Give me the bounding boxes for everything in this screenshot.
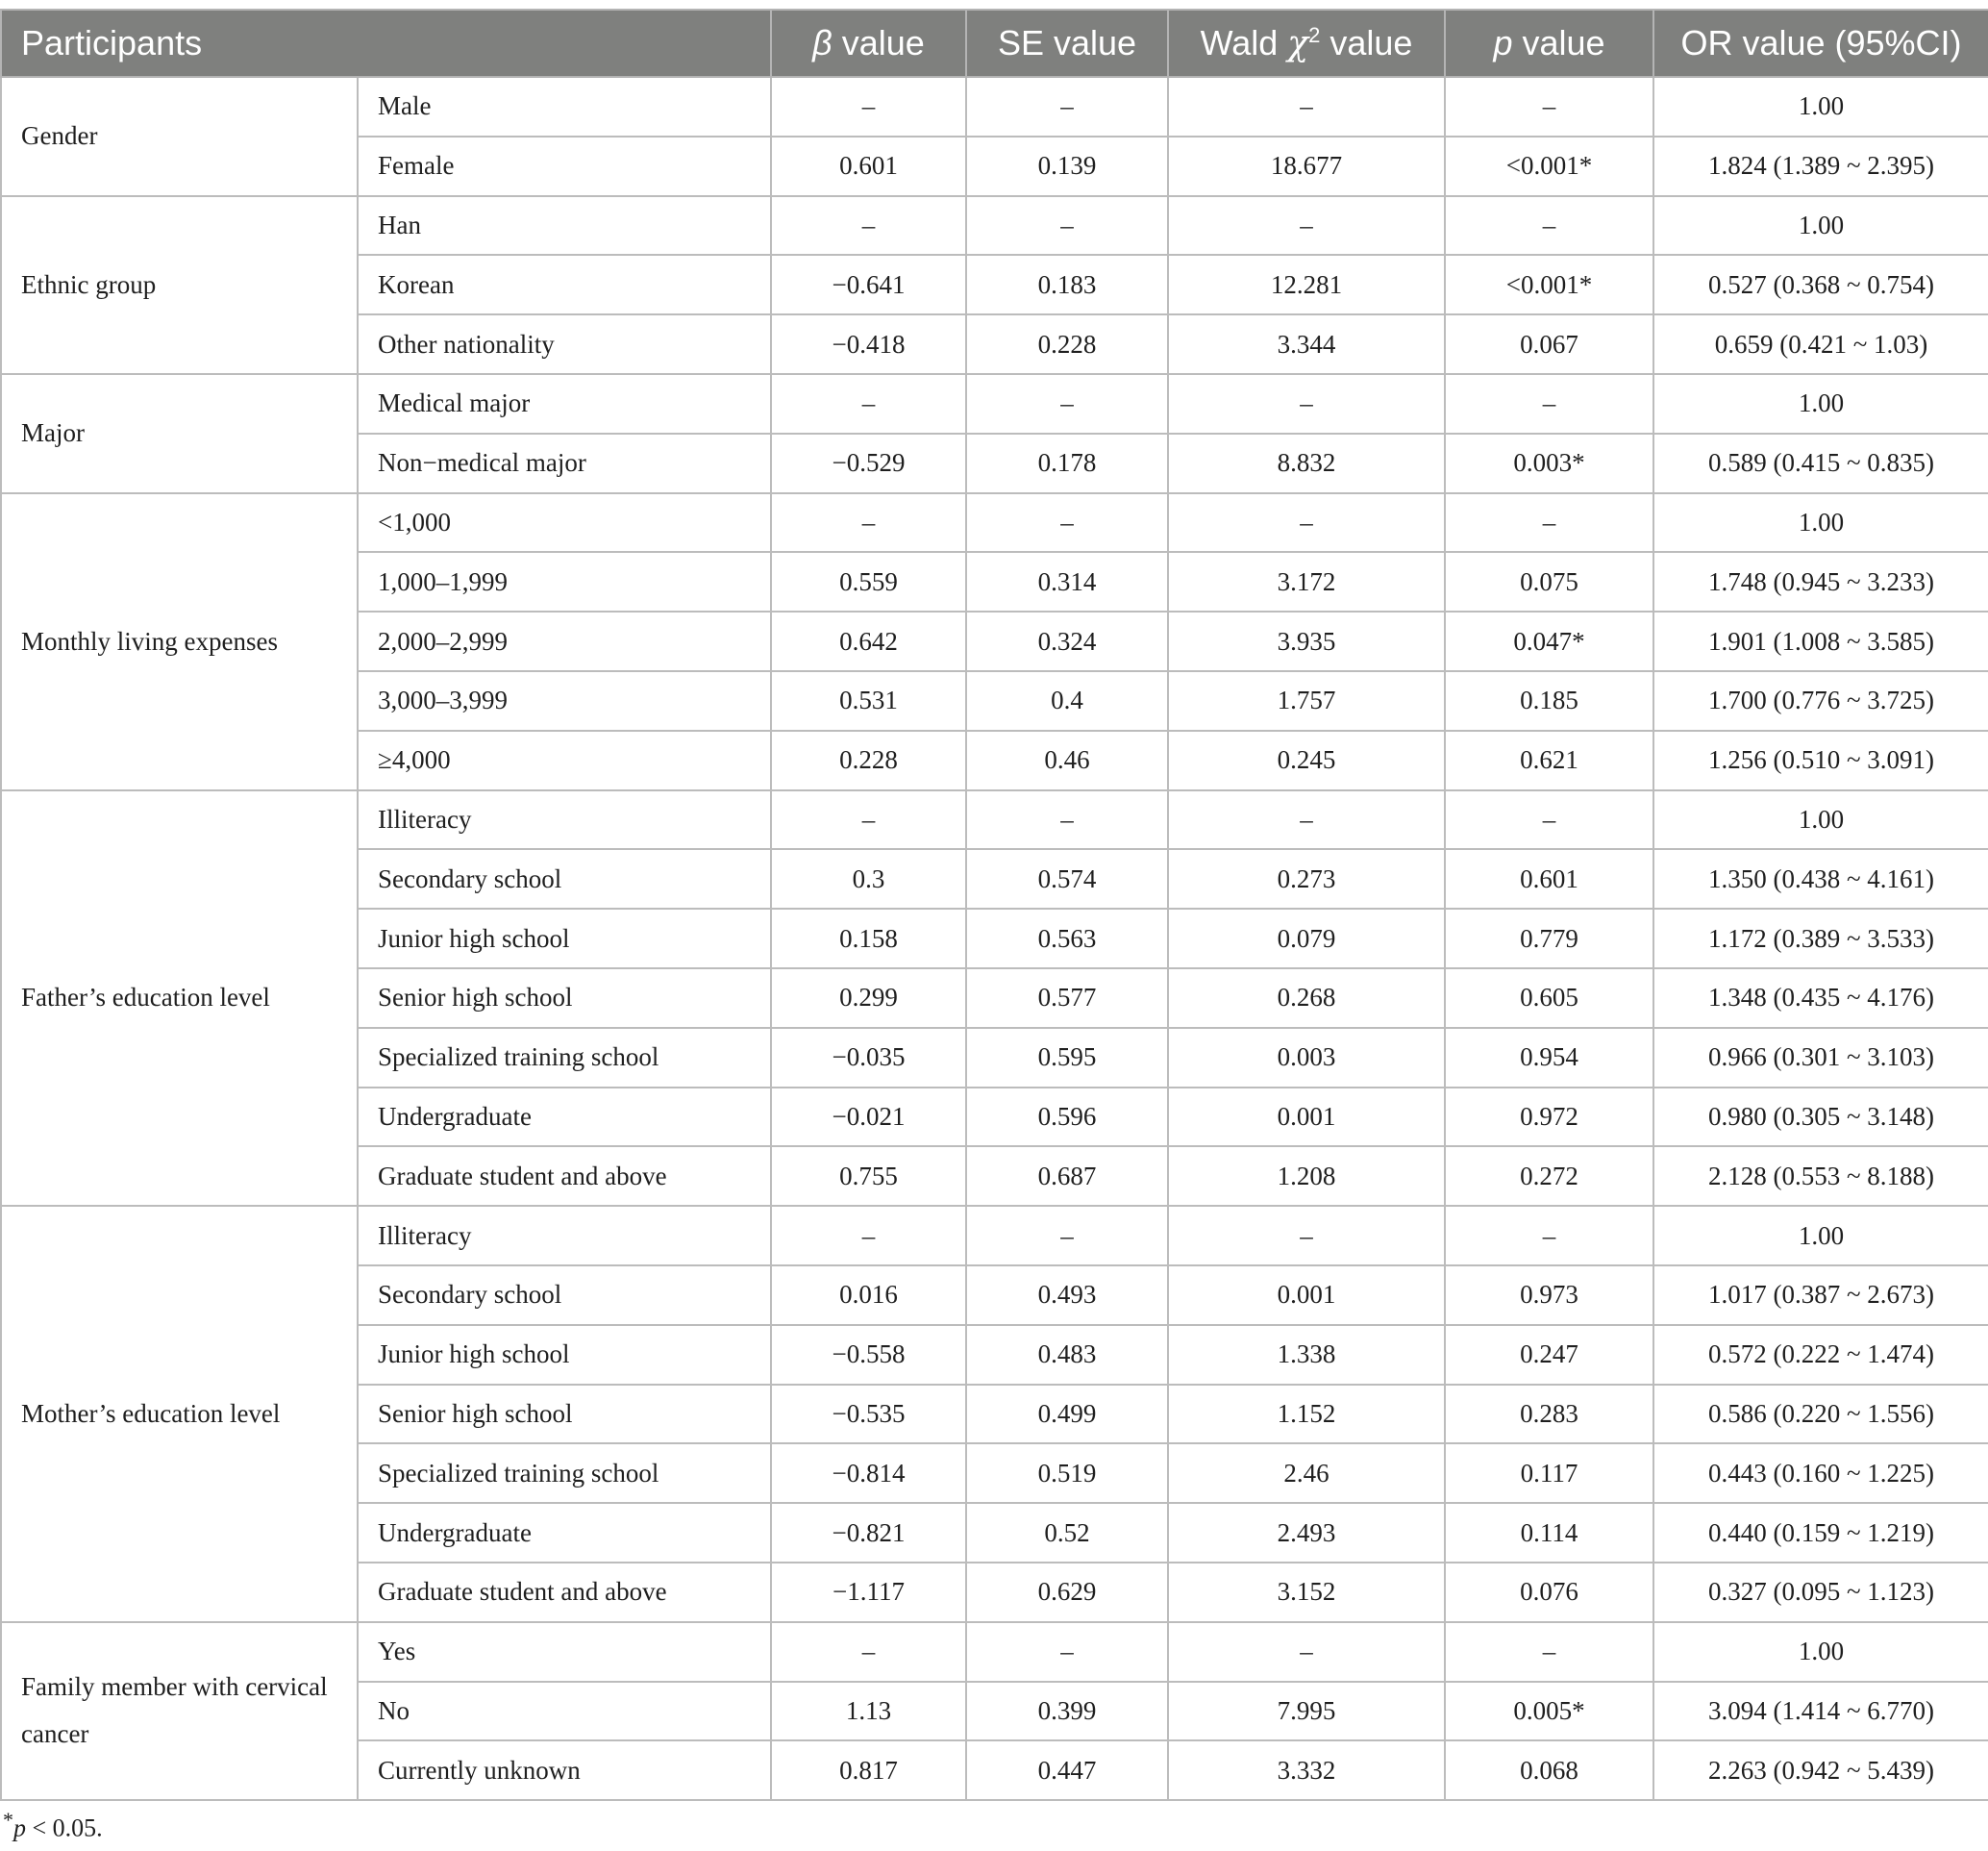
cell-se: 0.324 xyxy=(966,612,1168,671)
header-beta xyxy=(771,10,966,77)
cell-se: 0.483 xyxy=(966,1325,1168,1385)
cell-wald: – xyxy=(1168,493,1445,553)
cell-or: 0.659 (0.421 ~ 1.03) xyxy=(1653,314,1988,374)
cell-p: <0.001* xyxy=(1445,255,1653,314)
cell-p: – xyxy=(1445,1622,1653,1682)
cell-category: Illiteracy xyxy=(358,790,771,850)
cell-category: Non−medical major xyxy=(358,434,771,493)
cell-se: 0.314 xyxy=(966,552,1168,612)
cell-se: – xyxy=(966,196,1168,256)
cell-or: 0.527 (0.368 ~ 0.754) xyxy=(1653,255,1988,314)
cell-beta: −0.035 xyxy=(771,1028,966,1088)
regression-table xyxy=(0,9,1988,1801)
cell-or: 1.256 (0.510 ~ 3.091) xyxy=(1653,731,1988,790)
cell-p: – xyxy=(1445,790,1653,850)
cell-category: 2,000–2,999 xyxy=(358,612,771,671)
cell-category: Medical major xyxy=(358,374,771,434)
cell-p: 0.076 xyxy=(1445,1563,1653,1622)
cell-se: 0.499 xyxy=(966,1385,1168,1444)
cell-category: Illiteracy xyxy=(358,1206,771,1265)
cell-wald: 3.172 xyxy=(1168,552,1445,612)
cell-or: 1.748 (0.945 ~ 3.233) xyxy=(1653,552,1988,612)
cell-se: 0.493 xyxy=(966,1265,1168,1325)
cell-beta: – xyxy=(771,196,966,256)
cell-or: 1.00 xyxy=(1653,1206,1988,1265)
cell-se: – xyxy=(966,1206,1168,1265)
header-or xyxy=(1653,10,1988,77)
cell-se: 0.577 xyxy=(966,968,1168,1028)
cell-category: Graduate student and above xyxy=(358,1563,771,1622)
cell-beta: 0.601 xyxy=(771,137,966,196)
cell-se: 0.563 xyxy=(966,909,1168,968)
cell-p: 0.954 xyxy=(1445,1028,1653,1088)
cell-p: – xyxy=(1445,196,1653,256)
cell-wald: 0.001 xyxy=(1168,1265,1445,1325)
header-se xyxy=(966,10,1168,77)
cell-se: – xyxy=(966,1622,1168,1682)
cell-p: 0.067 xyxy=(1445,314,1653,374)
footnote-star: * xyxy=(3,1808,13,1832)
cell-se: – xyxy=(966,493,1168,553)
p-suffix: value xyxy=(1512,23,1605,63)
table-row xyxy=(1,77,1988,137)
cell-beta: −0.641 xyxy=(771,255,966,314)
cell-wald: 0.003 xyxy=(1168,1028,1445,1088)
se-label: SE value xyxy=(997,23,1137,63)
cell-category: Junior high school xyxy=(358,1325,771,1385)
cell-wald: 7.995 xyxy=(1168,1682,1445,1741)
cell-p: – xyxy=(1445,1206,1653,1265)
cell-wald: – xyxy=(1168,1206,1445,1265)
table-body xyxy=(1,77,1988,1800)
cell-wald: – xyxy=(1168,196,1445,256)
cell-wald: 8.832 xyxy=(1168,434,1445,493)
cell-beta: −0.814 xyxy=(771,1443,966,1503)
cell-p: <0.001* xyxy=(1445,137,1653,196)
cell-or: 0.440 (0.159 ~ 1.219) xyxy=(1653,1503,1988,1563)
wald-suffix: value xyxy=(1320,23,1413,63)
cell-category: Yes xyxy=(358,1622,771,1682)
group-label: Monthly living expenses xyxy=(1,493,358,790)
cell-or: 2.263 (0.942 ~ 5.439) xyxy=(1653,1740,1988,1800)
cell-or: 0.572 (0.222 ~ 1.474) xyxy=(1653,1325,1988,1385)
cell-p: 0.068 xyxy=(1445,1740,1653,1800)
cell-se: 0.52 xyxy=(966,1503,1168,1563)
cell-p: 0.779 xyxy=(1445,909,1653,968)
cell-se: 0.399 xyxy=(966,1682,1168,1741)
cell-wald: 1.152 xyxy=(1168,1385,1445,1444)
cell-wald: 1.208 xyxy=(1168,1146,1445,1206)
cell-or: 0.980 (0.305 ~ 3.148) xyxy=(1653,1088,1988,1147)
cell-category: Specialized training school xyxy=(358,1028,771,1088)
cell-se: 0.178 xyxy=(966,434,1168,493)
cell-beta: – xyxy=(771,1206,966,1265)
cell-category: <1,000 xyxy=(358,493,771,553)
cell-beta: 0.559 xyxy=(771,552,966,612)
cell-beta: −0.821 xyxy=(771,1503,966,1563)
cell-p: 0.047* xyxy=(1445,612,1653,671)
cell-p: 0.185 xyxy=(1445,671,1653,731)
cell-wald: 3.935 xyxy=(1168,612,1445,671)
cell-or: 1.00 xyxy=(1653,77,1988,137)
cell-p: 0.973 xyxy=(1445,1265,1653,1325)
cell-or: 1.350 (0.438 ~ 4.161) xyxy=(1653,849,1988,909)
table-header xyxy=(1,10,1988,77)
cell-beta: 0.016 xyxy=(771,1265,966,1325)
cell-se: 0.519 xyxy=(966,1443,1168,1503)
cell-category: Currently unknown xyxy=(358,1740,771,1800)
cell-p: 0.247 xyxy=(1445,1325,1653,1385)
table-row xyxy=(1,493,1988,553)
cell-or: 0.966 (0.301 ~ 3.103) xyxy=(1653,1028,1988,1088)
cell-category: Undergraduate xyxy=(358,1088,771,1147)
cell-beta: −0.418 xyxy=(771,314,966,374)
group-label: Father’s education level xyxy=(1,790,358,1207)
cell-wald: 0.268 xyxy=(1168,968,1445,1028)
cell-or: 1.348 (0.435 ~ 4.176) xyxy=(1653,968,1988,1028)
cell-category: Senior high school xyxy=(358,968,771,1028)
group-label: Ethnic group xyxy=(1,196,358,374)
wald-prefix: Wald xyxy=(1200,23,1288,63)
cell-p: 0.003* xyxy=(1445,434,1653,493)
cell-beta: −0.558 xyxy=(771,1325,966,1385)
table-row xyxy=(1,790,1988,850)
cell-se: 0.46 xyxy=(966,731,1168,790)
cell-or: 0.443 (0.160 ~ 1.225) xyxy=(1653,1443,1988,1503)
cell-or: 1.00 xyxy=(1653,790,1988,850)
table-row xyxy=(1,1622,1988,1682)
cell-wald: 3.344 xyxy=(1168,314,1445,374)
cell-category: Junior high school xyxy=(358,909,771,968)
cell-beta: – xyxy=(771,374,966,434)
header-p xyxy=(1445,10,1653,77)
beta-suffix: value xyxy=(832,23,925,63)
cell-or: 1.172 (0.389 ~ 3.533) xyxy=(1653,909,1988,968)
cell-se: 0.687 xyxy=(966,1146,1168,1206)
cell-category: Female xyxy=(358,137,771,196)
cell-beta: −0.021 xyxy=(771,1088,966,1147)
chi-superscript: 2 xyxy=(1308,23,1321,47)
cell-se: – xyxy=(966,77,1168,137)
cell-se: 0.139 xyxy=(966,137,1168,196)
cell-beta: −0.535 xyxy=(771,1385,966,1444)
cell-p: 0.605 xyxy=(1445,968,1653,1028)
cell-p: 0.005* xyxy=(1445,1682,1653,1741)
cell-se: 0.595 xyxy=(966,1028,1168,1088)
cell-wald: 0.001 xyxy=(1168,1088,1445,1147)
cell-wald: 18.677 xyxy=(1168,137,1445,196)
cell-or: 1.017 (0.387 ~ 2.673) xyxy=(1653,1265,1988,1325)
footnote xyxy=(3,1808,103,1843)
cell-p: 0.114 xyxy=(1445,1503,1653,1563)
header-wald xyxy=(1168,10,1445,77)
cell-or: 1.00 xyxy=(1653,196,1988,256)
cell-category: 1,000–1,999 xyxy=(358,552,771,612)
cell-se: 0.4 xyxy=(966,671,1168,731)
p-symbol: p xyxy=(1493,23,1513,63)
cell-beta: 0.158 xyxy=(771,909,966,968)
cell-beta: 0.3 xyxy=(771,849,966,909)
header-participants xyxy=(1,10,771,77)
cell-or: 1.00 xyxy=(1653,374,1988,434)
cell-category: 3,000–3,999 xyxy=(358,671,771,731)
cell-wald: 3.332 xyxy=(1168,1740,1445,1800)
cell-p: 0.621 xyxy=(1445,731,1653,790)
cell-se: – xyxy=(966,790,1168,850)
cell-p: 0.601 xyxy=(1445,849,1653,909)
cell-or: 2.128 (0.553 ~ 8.188) xyxy=(1653,1146,1988,1206)
cell-se: – xyxy=(966,374,1168,434)
table-row xyxy=(1,374,1988,434)
cell-wald: 1.338 xyxy=(1168,1325,1445,1385)
cell-category: Other nationality xyxy=(358,314,771,374)
header-row xyxy=(1,10,1988,77)
cell-category: Secondary school xyxy=(358,1265,771,1325)
cell-wald: 1.757 xyxy=(1168,671,1445,731)
cell-p: – xyxy=(1445,77,1653,137)
cell-category: Male xyxy=(358,77,771,137)
cell-beta: −0.529 xyxy=(771,434,966,493)
cell-beta: 0.642 xyxy=(771,612,966,671)
cell-beta: −1.117 xyxy=(771,1563,966,1622)
cell-category: ≥4,000 xyxy=(358,731,771,790)
cell-wald: 2.46 xyxy=(1168,1443,1445,1503)
cell-wald: 2.493 xyxy=(1168,1503,1445,1563)
cell-or: 0.327 (0.095 ~ 1.123) xyxy=(1653,1563,1988,1622)
cell-beta: – xyxy=(771,790,966,850)
table-row xyxy=(1,196,1988,256)
cell-category: Undergraduate xyxy=(358,1503,771,1563)
cell-wald: – xyxy=(1168,77,1445,137)
table-row xyxy=(1,1206,1988,1265)
cell-p: 0.117 xyxy=(1445,1443,1653,1503)
cell-category: Secondary school xyxy=(358,849,771,909)
cell-p: – xyxy=(1445,493,1653,553)
cell-beta: – xyxy=(771,1622,966,1682)
cell-se: 0.596 xyxy=(966,1088,1168,1147)
cell-category: Korean xyxy=(358,255,771,314)
cell-p: 0.283 xyxy=(1445,1385,1653,1444)
cell-category: Graduate student and above xyxy=(358,1146,771,1206)
cell-or: 1.824 (1.389 ~ 2.395) xyxy=(1653,137,1988,196)
cell-se: 0.447 xyxy=(966,1740,1168,1800)
cell-wald: – xyxy=(1168,790,1445,850)
cell-or: 0.589 (0.415 ~ 0.835) xyxy=(1653,434,1988,493)
cell-se: 0.629 xyxy=(966,1563,1168,1622)
group-label: Family member with cervical cancer xyxy=(1,1622,358,1800)
cell-wald: – xyxy=(1168,374,1445,434)
cell-or: 1.00 xyxy=(1653,493,1988,553)
cell-or: 3.094 (1.414 ~ 6.770) xyxy=(1653,1682,1988,1741)
group-label: Mother’s education level xyxy=(1,1206,358,1622)
cell-wald: 0.245 xyxy=(1168,731,1445,790)
cell-beta: 0.755 xyxy=(771,1146,966,1206)
cell-se: 0.183 xyxy=(966,255,1168,314)
cell-p: 0.075 xyxy=(1445,552,1653,612)
cell-se: 0.574 xyxy=(966,849,1168,909)
cell-category: Han xyxy=(358,196,771,256)
cell-beta: – xyxy=(771,493,966,553)
chi-symbol: χ xyxy=(1287,24,1309,63)
header-participants-label: Participants xyxy=(21,23,203,63)
cell-or: 1.700 (0.776 ~ 3.725) xyxy=(1653,671,1988,731)
cell-wald: 0.079 xyxy=(1168,909,1445,968)
cell-or: 0.586 (0.220 ~ 1.556) xyxy=(1653,1385,1988,1444)
or-label: OR value (95%CI) xyxy=(1680,23,1962,63)
cell-beta: 0.228 xyxy=(771,731,966,790)
cell-beta: 0.817 xyxy=(771,1740,966,1800)
cell-or: 1.00 xyxy=(1653,1622,1988,1682)
cell-beta: 0.299 xyxy=(771,968,966,1028)
cell-wald: 3.152 xyxy=(1168,1563,1445,1622)
cell-p: – xyxy=(1445,374,1653,434)
group-label: Major xyxy=(1,374,358,493)
beta-symbol: β xyxy=(812,23,832,63)
cell-beta: 0.531 xyxy=(771,671,966,731)
group-label: Gender xyxy=(1,77,358,196)
cell-category: Specialized training school xyxy=(358,1443,771,1503)
cell-category: Senior high school xyxy=(358,1385,771,1444)
cell-beta: 1.13 xyxy=(771,1682,966,1741)
cell-se: 0.228 xyxy=(966,314,1168,374)
cell-beta: – xyxy=(771,77,966,137)
footnote-p: p xyxy=(13,1813,26,1842)
cell-or: 1.901 (1.008 ~ 3.585) xyxy=(1653,612,1988,671)
cell-p: 0.972 xyxy=(1445,1088,1653,1147)
cell-category: No xyxy=(358,1682,771,1741)
cell-wald: 12.281 xyxy=(1168,255,1445,314)
footnote-rest: < 0.05. xyxy=(26,1813,103,1842)
cell-wald: 0.273 xyxy=(1168,849,1445,909)
cell-p: 0.272 xyxy=(1445,1146,1653,1206)
cell-wald: – xyxy=(1168,1622,1445,1682)
